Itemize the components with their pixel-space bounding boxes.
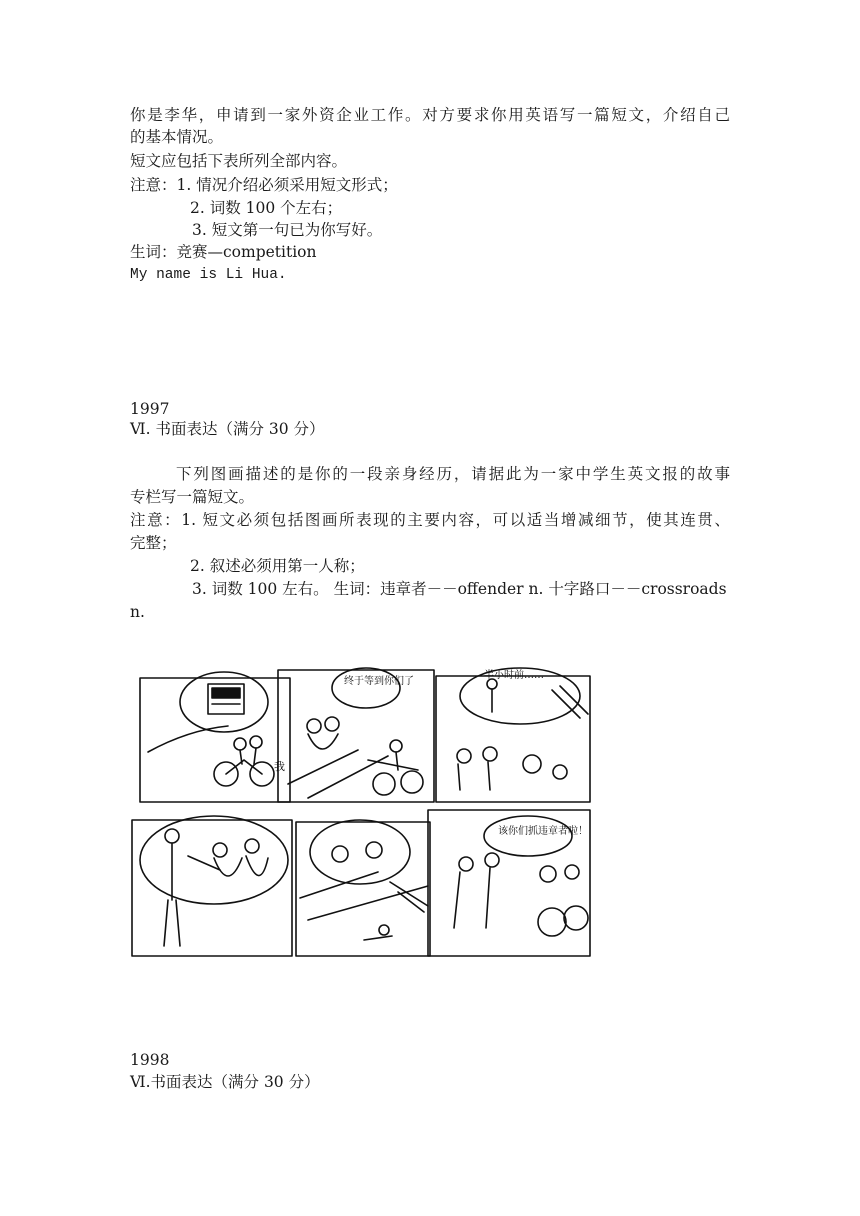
note-1997-3a: 3. 词数 100 左右。 生词：违章者－－offender n. 十字路口－－crossroads — [192, 580, 727, 598]
note-1997-1b: 完整； — [130, 534, 177, 552]
comic-panel-2 — [278, 668, 434, 802]
heading-1998: Ⅵ.书面表达（满分 30 分） — [130, 1073, 320, 1091]
para-line-2: 专栏写一篇短文。 — [130, 488, 255, 506]
comic-bubble-half-hour: 半小时前…… — [484, 670, 544, 681]
note-line-1: 注意：1. 情况介绍必须采用短文形式； — [130, 176, 398, 194]
note-1997-3b: n. — [130, 603, 145, 621]
note-1997-1a: 注意：1. 短文必须包括图画所表现的主要内容，可以适当增减细节，使其连贯、 — [130, 511, 730, 529]
intro-line-3: 短文应包括下表所列全部内容。 — [130, 152, 348, 170]
intro-line-2: 的基本情况。 — [130, 128, 224, 146]
vocab-line: 生词：竞赛—competition — [130, 243, 317, 261]
heading-1997: Ⅵ. 书面表达（满分 30 分） — [130, 420, 325, 438]
intro-line-1: 你是李华，申请到一家外资企业工作。对方要求你用英语写一篇短文，介绍自己 — [130, 106, 730, 124]
note-1997-2: 2. 叙述必须用第一人称； — [190, 557, 365, 575]
first-sentence: My name is Li Hua. — [130, 267, 287, 283]
year-1998: 1998 — [130, 1051, 170, 1069]
comic-panel-5 — [296, 820, 430, 956]
para-line-1: 下列图画描述的是你的一段亲身经历，请据此为一家中学生英文报的故事 — [176, 465, 730, 483]
note-line-3: 3. 短文第一句已为你写好。 — [192, 221, 383, 239]
comic-panel-3 — [436, 668, 590, 802]
comic-panel-6 — [428, 810, 590, 956]
comic-panel-1 — [140, 672, 290, 802]
comic-strip — [128, 660, 594, 972]
year-1997: 1997 — [130, 400, 170, 418]
comic-panel-4 — [132, 816, 292, 956]
comic-bubble-catch-offenders: 该你们抓违章者啦！ — [498, 826, 588, 837]
comic-bubble-wait: 终于等到你们了 — [344, 676, 414, 687]
comic-label-me: 我 — [274, 760, 285, 773]
note-line-2: 2. 词数 100 个左右； — [190, 199, 343, 217]
